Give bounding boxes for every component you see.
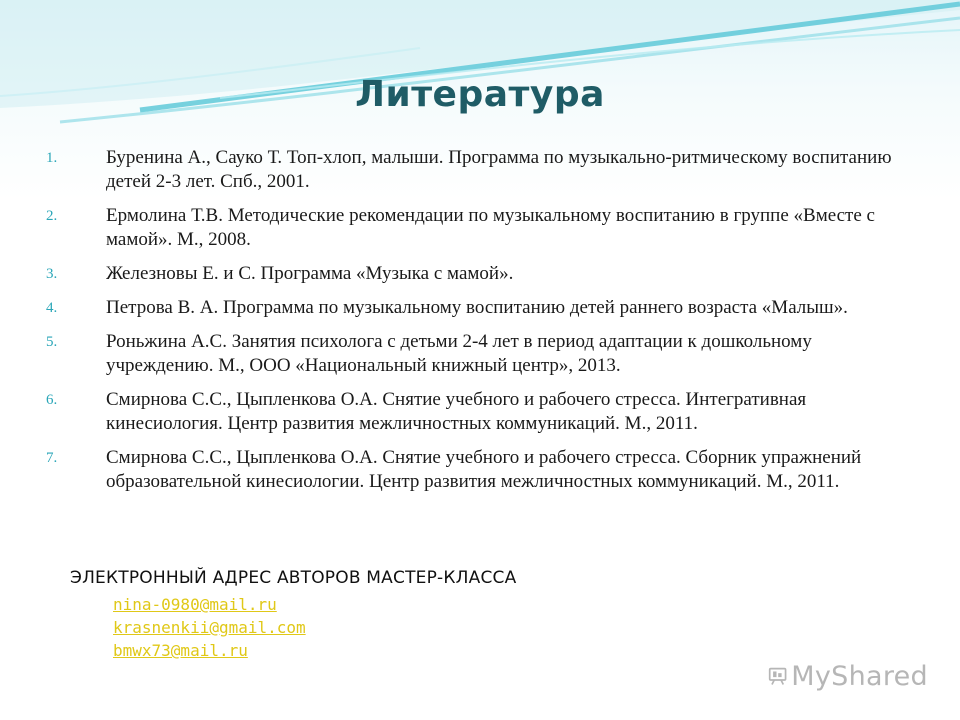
reference-item bbox=[46, 330, 906, 378]
slide-title: Литература bbox=[355, 74, 605, 115]
reference-list bbox=[46, 146, 906, 494]
emails-heading: ЭЛЕКТРОННЫЙ АДРЕС АВТОРОВ МАСТЕР-КЛАССА bbox=[70, 568, 517, 588]
reference-text: Смирнова С.С., Цыпленкова О.А. Снятие учебного и рабочего стресса. Сборник упражнений образовательной кинесиологии. Центр развития межличностных коммуникаций. М., 2011. bbox=[106, 447, 862, 492]
reference-item bbox=[46, 388, 906, 436]
email-link[interactable]: bmwx73@mail.ru bbox=[113, 641, 248, 660]
watermark-text: MyShared bbox=[791, 660, 928, 692]
reference-item bbox=[46, 446, 906, 494]
reference-text: Смирнова С.С., Цыпленкова О.А. Снятие учебного и рабочего стресса. Интегративная кинесиология. Центр развития межличностных коммуникаций. М., 2011. bbox=[106, 389, 807, 434]
reference-number: 2. bbox=[46, 208, 58, 224]
reference-text: Железновы Е. и С. Программа «Музыка с мамой». bbox=[106, 263, 514, 284]
reference-number: 6. bbox=[46, 392, 58, 408]
reference-number: 4. bbox=[46, 300, 58, 316]
reference-item bbox=[46, 146, 906, 194]
watermark-logo bbox=[768, 656, 928, 696]
email-link[interactable]: nina-0980@mail.ru bbox=[113, 595, 277, 614]
reference-item bbox=[46, 204, 906, 252]
reference-number: 7. bbox=[46, 450, 58, 466]
reference-text: Роньжина А.С. Занятия психолога с детьми 2-4 лет в период адаптации к дошкольному учреждению. М., ООО «Национальный книжный центр», 2013. bbox=[106, 331, 812, 376]
email-list bbox=[113, 593, 306, 662]
reference-text: Буренина А., Сауко Т. Топ-хлоп, малыши. Программа по музыкально-ритмическому воспитанию детей 2-3 лет. Спб., 2001. bbox=[106, 147, 892, 192]
reference-item bbox=[46, 296, 906, 320]
reference-item bbox=[46, 262, 906, 286]
reference-number: 5. bbox=[46, 334, 58, 350]
reference-text: Петрова В. А. Программа по музыкальному воспитанию детей раннего возраста «Малыш». bbox=[106, 297, 848, 318]
watermark-icon bbox=[768, 659, 787, 693]
reference-text: Ермолина Т.В. Методические рекомендации по музыкальному воспитанию в группе «Вместе с мамой». М., 2008. bbox=[106, 205, 875, 250]
email-link[interactable]: krasnenkii@gmail.com bbox=[113, 618, 306, 637]
reference-number: 1. bbox=[46, 150, 58, 166]
reference-number: 3. bbox=[46, 266, 58, 282]
